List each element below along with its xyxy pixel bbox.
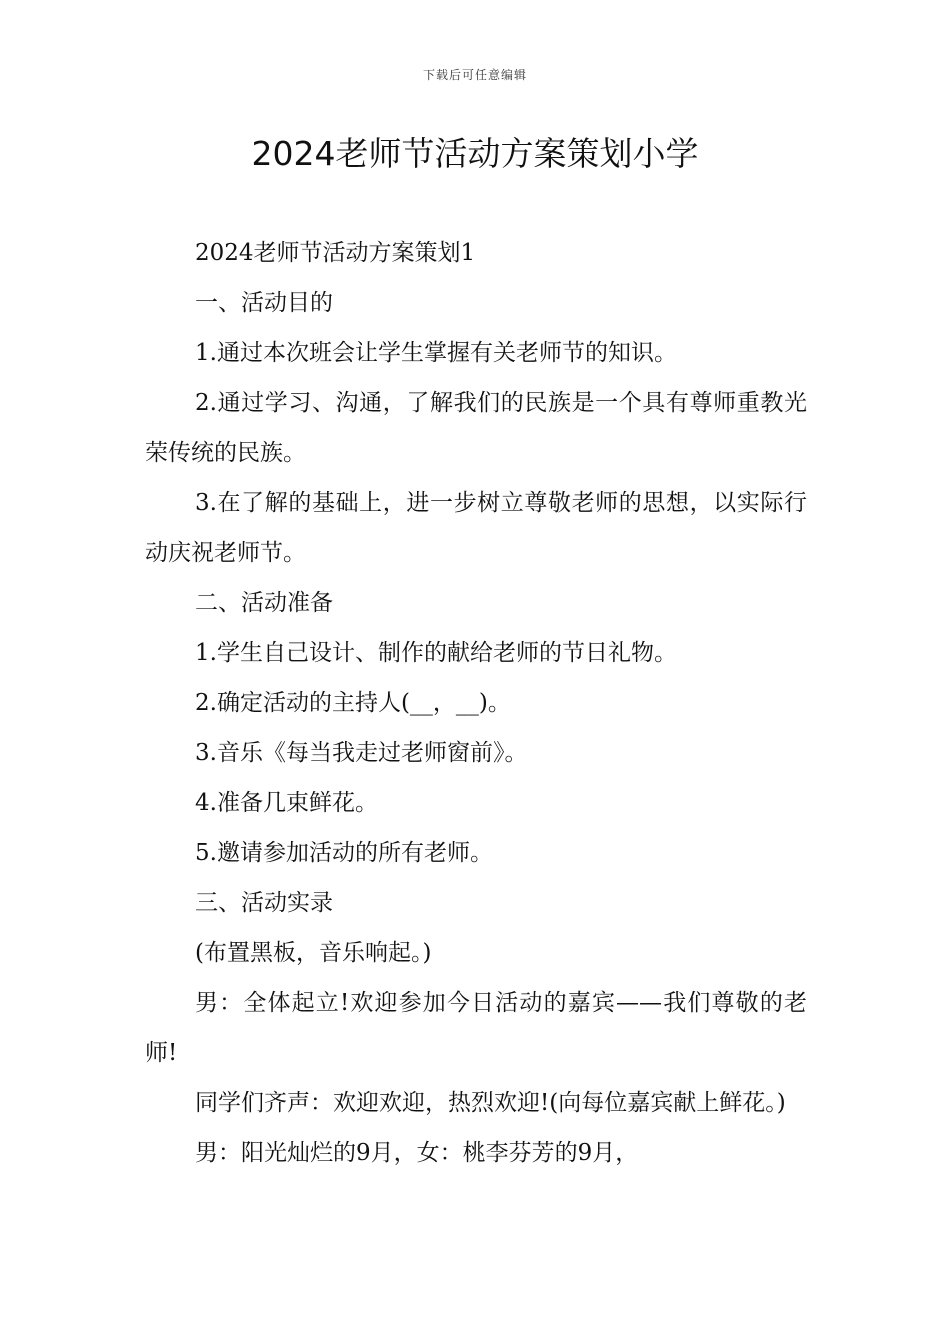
document-body <box>145 228 807 1178</box>
paragraph: 1.学生自己设计、制作的献给老师的节日礼物。 <box>195 640 677 666</box>
header-note: 下载后可任意编辑 <box>422 68 527 82</box>
paragraph: 男：全体起立!欢迎参加今日活动的嘉宾——我们尊敬的老师! <box>145 990 807 1066</box>
paragraph: 1.通过本次班会让学生掌握有关老师节的知识。 <box>195 340 677 366</box>
paragraph: 3.音乐《每当我走过老师窗前》。 <box>195 740 528 766</box>
paragraph: (布置黑板，音乐响起。) <box>195 940 432 966</box>
document-title: 2024老师节活动方案策划小学 <box>251 134 699 173</box>
paragraph: 男：阳光灿烂的9月，女：桃李芬芳的9月， <box>195 1140 639 1166</box>
section-heading: 一、活动目的 <box>195 290 333 316</box>
section-heading: 二、活动准备 <box>195 590 333 616</box>
paragraph: 2024老师节活动方案策划1 <box>195 240 476 266</box>
paragraph: 5.邀请参加活动的所有老师。 <box>195 840 493 866</box>
paragraph: 3.在了解的基础上，进一步树立尊敬老师的思想，以实际行动庆祝老师节。 <box>145 490 807 566</box>
paragraph: 2.通过学习、沟通，了解我们的民族是一个具有尊师重教光荣传统的民族。 <box>145 390 807 466</box>
section-heading: 三、活动实录 <box>195 890 333 916</box>
paragraph: 4.准备几束鲜花。 <box>195 790 378 816</box>
paragraph: 同学们齐声：欢迎欢迎，热烈欢迎!(向每位嘉宾献上鲜花。) <box>195 1090 786 1116</box>
paragraph: 2.确定活动的主持人(__，__)。 <box>195 690 511 716</box>
